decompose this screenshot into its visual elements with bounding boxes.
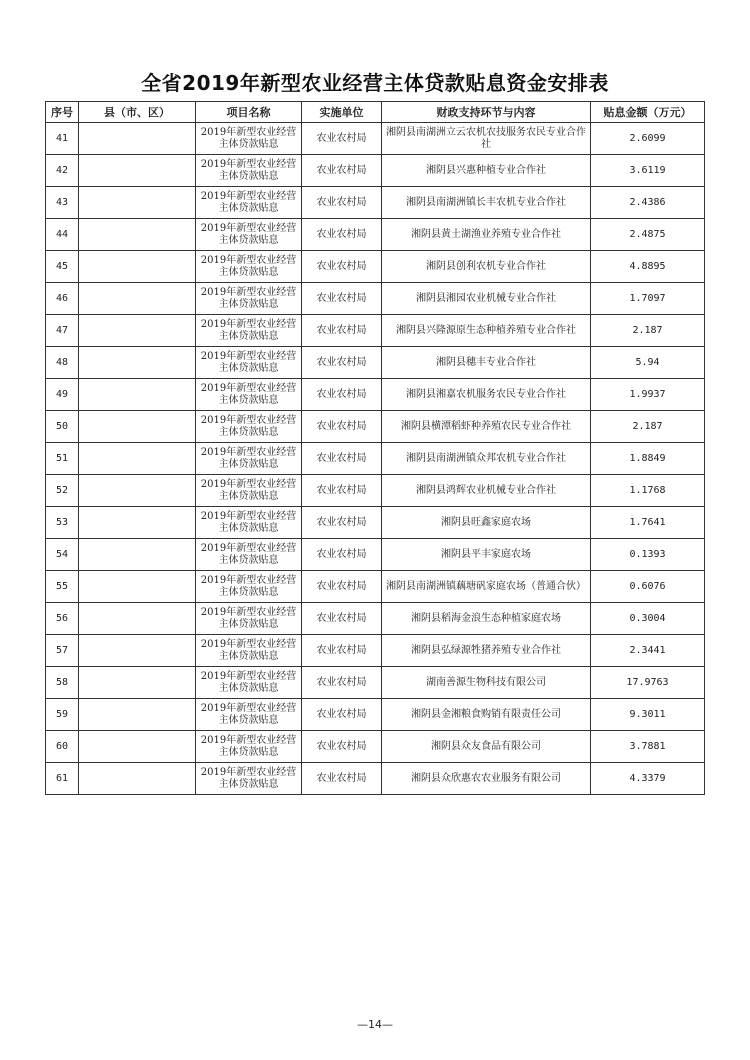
seq-cell: 57 xyxy=(46,635,79,667)
county-cell xyxy=(79,507,196,539)
county-cell xyxy=(79,347,196,379)
amount-cell: 1.9937 xyxy=(591,379,705,411)
seq-cell: 53 xyxy=(46,507,79,539)
seq-cell: 46 xyxy=(46,283,79,315)
seq-cell: 60 xyxy=(46,731,79,763)
table-row xyxy=(46,315,705,347)
project-cell: 2019年新型农业经营主体贷款贴息 xyxy=(196,315,302,347)
project-cell: 2019年新型农业经营主体贷款贴息 xyxy=(196,187,302,219)
content-cell: 湘阴县旺鑫家庭农场 xyxy=(382,507,591,539)
content-cell: 湘阴县兴隆源原生态种植养殖专业合作社 xyxy=(382,315,591,347)
seq-cell: 52 xyxy=(46,475,79,507)
document-title: 全省2019年新型农业经营主体贷款贴息资金安排表 xyxy=(141,71,609,95)
content-cell: 湘阴县黄土湖渔业养殖专业合作社 xyxy=(382,219,591,251)
amount-cell: 4.3379 xyxy=(591,763,705,795)
content-cell: 湘阴县南湖洲镇长丰农机专业合作社 xyxy=(382,187,591,219)
header-amount: 贴息金额（万元） xyxy=(591,102,705,123)
project-cell: 2019年新型农业经营主体贷款贴息 xyxy=(196,123,302,155)
content-cell: 湘阴县兴惠种植专业合作社 xyxy=(382,155,591,187)
table-row xyxy=(46,539,705,571)
unit-cell: 农业农村局 xyxy=(302,507,382,539)
table-row xyxy=(46,219,705,251)
amount-cell: 1.7097 xyxy=(591,283,705,315)
unit-cell: 农业农村局 xyxy=(302,443,382,475)
table-row xyxy=(46,603,705,635)
table-row xyxy=(46,411,705,443)
table-row xyxy=(46,763,705,795)
county-cell xyxy=(79,539,196,571)
header-content: 财政支持环节与内容 xyxy=(382,102,591,123)
amount-cell: 0.6076 xyxy=(591,571,705,603)
project-cell: 2019年新型农业经营主体贷款贴息 xyxy=(196,539,302,571)
project-cell: 2019年新型农业经营主体贷款贴息 xyxy=(196,763,302,795)
unit-cell: 农业农村局 xyxy=(302,379,382,411)
county-cell xyxy=(79,635,196,667)
table-row xyxy=(46,667,705,699)
project-cell: 2019年新型农业经营主体贷款贴息 xyxy=(196,283,302,315)
seq-cell: 48 xyxy=(46,347,79,379)
content-cell: 湘阴县众友食品有限公司 xyxy=(382,731,591,763)
project-cell: 2019年新型农业经营主体贷款贴息 xyxy=(196,731,302,763)
seq-cell: 41 xyxy=(46,123,79,155)
seq-cell: 61 xyxy=(46,763,79,795)
amount-cell: 3.6119 xyxy=(591,155,705,187)
content-cell: 湘阴县创利农机专业合作社 xyxy=(382,251,591,283)
project-cell: 2019年新型农业经营主体贷款贴息 xyxy=(196,571,302,603)
amount-cell: 0.3004 xyxy=(591,603,705,635)
project-cell: 2019年新型农业经营主体贷款贴息 xyxy=(196,443,302,475)
seq-cell: 51 xyxy=(46,443,79,475)
table-row xyxy=(46,347,705,379)
amount-cell: 1.8849 xyxy=(591,443,705,475)
county-cell xyxy=(79,219,196,251)
seq-cell: 55 xyxy=(46,571,79,603)
unit-cell: 农业农村局 xyxy=(302,539,382,571)
table-row xyxy=(46,635,705,667)
unit-cell: 农业农村局 xyxy=(302,251,382,283)
project-cell: 2019年新型农业经营主体贷款贴息 xyxy=(196,507,302,539)
county-cell xyxy=(79,443,196,475)
seq-cell: 50 xyxy=(46,411,79,443)
content-cell: 湘阴县众欣惠农农业服务有限公司 xyxy=(382,763,591,795)
unit-cell: 农业农村局 xyxy=(302,475,382,507)
unit-cell: 农业农村局 xyxy=(302,283,382,315)
amount-cell: 2.4386 xyxy=(591,187,705,219)
amount-cell: 1.1768 xyxy=(591,475,705,507)
project-cell: 2019年新型农业经营主体贷款贴息 xyxy=(196,635,302,667)
county-cell xyxy=(79,571,196,603)
county-cell xyxy=(79,123,196,155)
unit-cell: 农业农村局 xyxy=(302,411,382,443)
header-seq: 序号 xyxy=(46,102,79,123)
county-cell xyxy=(79,187,196,219)
unit-cell: 农业农村局 xyxy=(302,219,382,251)
content-cell: 湘阴县稻海金浪生态种植家庭农场 xyxy=(382,603,591,635)
county-cell xyxy=(79,315,196,347)
seq-cell: 42 xyxy=(46,155,79,187)
project-cell: 2019年新型农业经营主体贷款贴息 xyxy=(196,667,302,699)
table-row xyxy=(46,123,705,155)
unit-cell: 农业农村局 xyxy=(302,763,382,795)
county-cell xyxy=(79,379,196,411)
seq-cell: 56 xyxy=(46,603,79,635)
project-cell: 2019年新型农业经营主体贷款贴息 xyxy=(196,347,302,379)
county-cell xyxy=(79,283,196,315)
content-cell: 湘阴县南湖洲立云农机农技服务农民专业合作社 xyxy=(382,123,591,155)
subsidy-table xyxy=(45,101,705,795)
unit-cell: 农业农村局 xyxy=(302,123,382,155)
project-cell: 2019年新型农业经营主体贷款贴息 xyxy=(196,379,302,411)
page-number: —14— xyxy=(357,1018,393,1031)
header-project: 项目名称 xyxy=(196,102,302,123)
content-cell: 湘阴县穗丰专业合作社 xyxy=(382,347,591,379)
amount-cell: 9.3011 xyxy=(591,699,705,731)
project-cell: 2019年新型农业经营主体贷款贴息 xyxy=(196,411,302,443)
table-row xyxy=(46,379,705,411)
content-cell: 湘阴县南湖洲镇众邦农机专业合作社 xyxy=(382,443,591,475)
county-cell xyxy=(79,603,196,635)
content-cell: 湘阴县平丰家庭农场 xyxy=(382,539,591,571)
table-row xyxy=(46,699,705,731)
seq-cell: 59 xyxy=(46,699,79,731)
seq-cell: 58 xyxy=(46,667,79,699)
header-unit: 实施单位 xyxy=(302,102,382,123)
county-cell xyxy=(79,251,196,283)
unit-cell: 农业农村局 xyxy=(302,187,382,219)
amount-cell: 5.94 xyxy=(591,347,705,379)
county-cell xyxy=(79,699,196,731)
amount-cell: 4.8895 xyxy=(591,251,705,283)
seq-cell: 44 xyxy=(46,219,79,251)
table-row xyxy=(46,155,705,187)
unit-cell: 农业农村局 xyxy=(302,571,382,603)
project-cell: 2019年新型农业经营主体贷款贴息 xyxy=(196,699,302,731)
unit-cell: 农业农村局 xyxy=(302,347,382,379)
project-cell: 2019年新型农业经营主体贷款贴息 xyxy=(196,219,302,251)
unit-cell: 农业农村局 xyxy=(302,699,382,731)
content-cell: 湖南善源生物科技有限公司 xyxy=(382,667,591,699)
amount-cell: 2.187 xyxy=(591,411,705,443)
table-row xyxy=(46,731,705,763)
table-row xyxy=(46,571,705,603)
county-cell xyxy=(79,475,196,507)
amount-cell: 1.7641 xyxy=(591,507,705,539)
unit-cell: 农业农村局 xyxy=(302,315,382,347)
seq-cell: 49 xyxy=(46,379,79,411)
amount-cell: 2.3441 xyxy=(591,635,705,667)
seq-cell: 54 xyxy=(46,539,79,571)
unit-cell: 农业农村局 xyxy=(302,155,382,187)
amount-cell: 0.1393 xyxy=(591,539,705,571)
project-cell: 2019年新型农业经营主体贷款贴息 xyxy=(196,155,302,187)
county-cell xyxy=(79,155,196,187)
table-row xyxy=(46,251,705,283)
project-cell: 2019年新型农业经营主体贷款贴息 xyxy=(196,251,302,283)
county-cell xyxy=(79,411,196,443)
header-county: 县（市、区） xyxy=(79,102,196,123)
table-row xyxy=(46,475,705,507)
amount-cell: 3.7881 xyxy=(591,731,705,763)
table-header-row xyxy=(46,102,705,123)
content-cell: 湘阴县湘嘉农机服务农民专业合作社 xyxy=(382,379,591,411)
table-row xyxy=(46,283,705,315)
unit-cell: 农业农村局 xyxy=(302,603,382,635)
amount-cell: 17.9763 xyxy=(591,667,705,699)
content-cell: 湘阴县横潭稻虾种养殖农民专业合作社 xyxy=(382,411,591,443)
county-cell xyxy=(79,763,196,795)
table-row xyxy=(46,443,705,475)
unit-cell: 农业农村局 xyxy=(302,667,382,699)
content-cell: 湘阴县金湘粮食购销有限责任公司 xyxy=(382,699,591,731)
seq-cell: 47 xyxy=(46,315,79,347)
amount-cell: 2.187 xyxy=(591,315,705,347)
amount-cell: 2.6099 xyxy=(591,123,705,155)
table-row xyxy=(46,187,705,219)
unit-cell: 农业农村局 xyxy=(302,731,382,763)
content-cell: 湘阴县鸿辉农业机械专业合作社 xyxy=(382,475,591,507)
content-cell: 湘阴县弘绿源牲猪养殖专业合作社 xyxy=(382,635,591,667)
unit-cell: 农业农村局 xyxy=(302,635,382,667)
project-cell: 2019年新型农业经营主体贷款贴息 xyxy=(196,475,302,507)
content-cell: 湘阴县南湖洲镇藕塘矾家庭农场（普通合伙） xyxy=(382,571,591,603)
county-cell xyxy=(79,667,196,699)
project-cell: 2019年新型农业经营主体贷款贴息 xyxy=(196,603,302,635)
table-row xyxy=(46,507,705,539)
content-cell: 湘阴县湘园农业机械专业合作社 xyxy=(382,283,591,315)
seq-cell: 43 xyxy=(46,187,79,219)
amount-cell: 2.4875 xyxy=(591,219,705,251)
seq-cell: 45 xyxy=(46,251,79,283)
table-body xyxy=(46,123,705,795)
county-cell xyxy=(79,731,196,763)
